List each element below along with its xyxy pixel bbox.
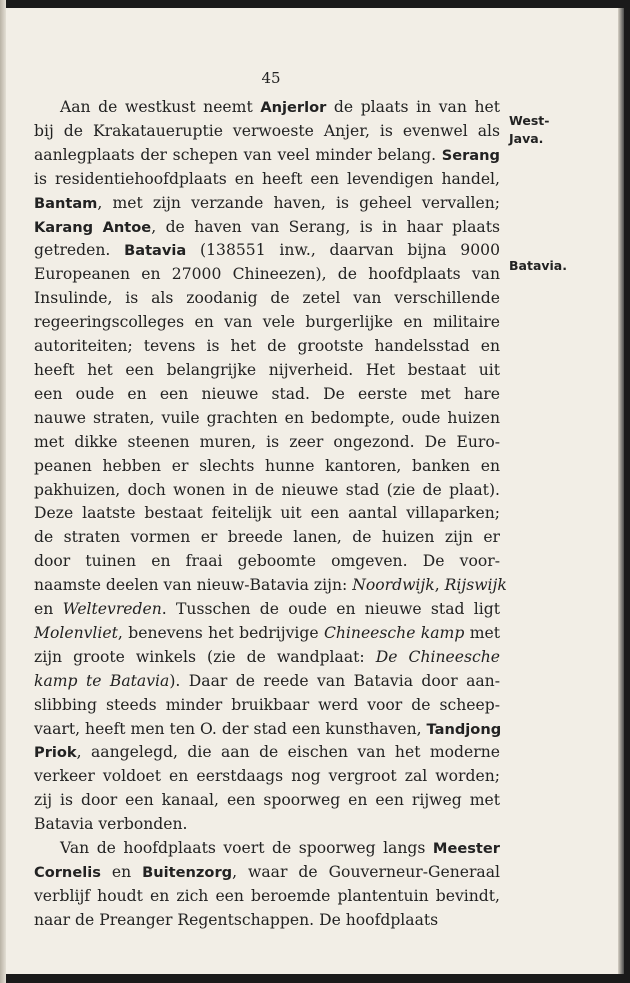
text-line — [34, 718, 500, 742]
text-segment: een oude en een nieuwe stad. De eerste met hare — [34, 384, 500, 403]
page-number: 45 — [261, 69, 281, 87]
text-line — [34, 574, 507, 598]
text-line — [34, 311, 500, 335]
text-segment: met — [464, 623, 500, 642]
place-name-bold: Meester — [432, 840, 500, 858]
text-segment: nauwe straten, vuile grachten en bedompte, oude huizen — [34, 408, 500, 427]
text-line — [34, 192, 500, 216]
body-text — [34, 96, 507, 933]
text-line — [34, 335, 500, 359]
text-line — [34, 909, 500, 933]
text-line — [34, 837, 500, 861]
page-edge-shadow — [618, 8, 624, 974]
text-line — [34, 526, 500, 550]
text-segment: , — [434, 576, 445, 595]
text-segment: Van de hoofdplaats voert de spoorweg langs — [60, 839, 433, 858]
text-line — [34, 407, 500, 431]
text-line — [34, 885, 500, 909]
text-line — [34, 168, 500, 192]
text-segment: getreden. — [34, 241, 125, 260]
text-line — [34, 550, 500, 574]
text-line — [34, 622, 500, 646]
paragraph-2 — [34, 837, 500, 933]
place-name-bold: Batavia — [124, 242, 187, 260]
text-segment: Europeanen en 27000 Chineezen), de hoofdplaats van — [34, 265, 500, 284]
text-segment: de plaats in van het — [326, 98, 500, 116]
text-segment: door tuinen en fraai geboomte omgeven. De voor- — [34, 552, 500, 571]
text-line — [34, 598, 500, 622]
place-name-italic: kamp te Batavia — [34, 671, 170, 690]
place-name-bold: Bantam — [34, 194, 98, 212]
text-line — [34, 144, 500, 168]
text-segment: heeft het een belangrijke nijverheid. Het bestaat uit — [34, 360, 500, 379]
text-line — [34, 789, 500, 813]
text-segment: zijn groote winkels (zie de wandplaat: — [34, 647, 376, 666]
text-segment: Deze laatste bestaat feitelijk uit een aantal villaparken; — [34, 504, 500, 523]
text-line — [34, 383, 500, 407]
text-segment: vaart, heeft men ten O. der stad een kunsthaven, — [34, 719, 427, 738]
text-segment: , aangelegd, die aan de eischen van het moderne — [76, 743, 500, 762]
text-segment: , met zijn verzande haven, is geheel vervallen; — [97, 193, 500, 212]
text-segment: Aan de westkust neemt — [60, 98, 261, 116]
text-line — [34, 479, 500, 503]
margin-note-batavia: Batavia. — [509, 258, 567, 273]
place-name-bold: Serang — [441, 146, 500, 164]
text-segment: ). Daar de reede van Batavia door aan- — [169, 671, 500, 690]
place-name-bold: Priok — [34, 744, 77, 762]
text-line — [34, 239, 500, 263]
text-segment: . Tusschen de oude en nieuwe stad ligt — [161, 600, 500, 619]
text-line — [34, 359, 500, 383]
text-segment: de straten vormen er breede lanen, de huizen zijn er — [34, 528, 500, 547]
text-segment: is residentiehoofdplaats en heeft een levendigen handel, — [34, 169, 500, 188]
text-segment: met dikke steenen muren, is zeer ongezond. De Euro- — [34, 432, 500, 451]
text-line — [34, 670, 500, 694]
place-name-italic: Molenvliet — [34, 623, 118, 642]
text-segment: slibbing steeds minder bruikbaar werd voor de scheep- — [34, 695, 500, 714]
text-segment: , benevens het bedrijvige — [117, 623, 324, 642]
text-line — [34, 861, 500, 885]
text-line — [34, 694, 500, 718]
book-page — [6, 8, 618, 974]
text-segment: Insulinde, is als zoodanig de zetel van verschillende — [34, 289, 500, 308]
text-segment: en — [34, 600, 63, 619]
text-line — [34, 765, 500, 789]
text-line — [34, 455, 500, 479]
text-segment: regeeringscolleges en van vele burgerlijke en militaire — [34, 313, 500, 332]
text-line — [34, 502, 500, 526]
text-segment: naamste deelen van nieuw-Batavia zijn: — [34, 576, 353, 595]
text-segment: aanlegplaats der schepen van veel minder belang. — [34, 145, 442, 164]
place-name-bold: Tandjong — [426, 720, 502, 738]
place-name-italic: Chineesche kamp — [323, 623, 465, 642]
place-name-bold: Karang Antoe — [34, 218, 152, 236]
text-segment: naar de Preanger Regentschappen. De hoofdplaats — [34, 910, 439, 929]
text-segment: , waar de Gouverneur-Generaal — [232, 863, 501, 881]
text-line — [34, 431, 500, 455]
text-line — [34, 263, 500, 287]
text-segment: , de haven van Serang, is in haar plaats — [151, 217, 500, 236]
place-name-bold: Anjerlor — [260, 99, 327, 116]
text-segment: Batavia verbonden. — [34, 815, 188, 834]
place-name-bold: Buitenzorg — [142, 864, 233, 881]
text-segment: (138551 inw., daarvan bijna 9000 — [186, 241, 500, 260]
text-segment: autoriteiten; tevens is het de grootste handelsstad en — [34, 337, 500, 356]
text-line — [34, 216, 500, 240]
text-segment: peanen hebben er slechts hunne kantoren, banken en — [34, 456, 500, 475]
text-segment: en — [100, 863, 143, 881]
margin-note-java: Java. — [509, 131, 544, 146]
place-name-italic: Noordwijk — [352, 576, 435, 595]
paragraph-1 — [34, 96, 507, 837]
place-name-italic: Rijswijk — [444, 576, 507, 595]
margin-note-west: West- — [509, 113, 550, 128]
text-line — [34, 646, 500, 670]
place-name-italic: Weltevreden — [62, 600, 162, 619]
text-line — [34, 287, 500, 311]
text-segment: zij is door een kanaal, een spoorweg en een rijweg met — [34, 791, 500, 810]
place-name-bold: Cornelis — [34, 864, 101, 881]
text-line — [34, 96, 500, 120]
text-segment: verblijf houdt en zich een beroemde plantentuin bevindt, — [34, 886, 500, 905]
text-segment: verkeer voldoet en eerstdaags nog vergroot zal worden; — [34, 767, 500, 786]
text-line — [34, 741, 500, 765]
text-segment: bij de Krakataueruptie verwoeste Anjer, is evenwel als — [34, 121, 500, 140]
place-name-italic: De Chineesche — [375, 647, 501, 666]
text-line — [34, 813, 500, 837]
text-line — [34, 120, 500, 144]
text-segment: pakhuizen, doch wonen in de nieuwe stad (zie de plaat). — [34, 480, 500, 499]
